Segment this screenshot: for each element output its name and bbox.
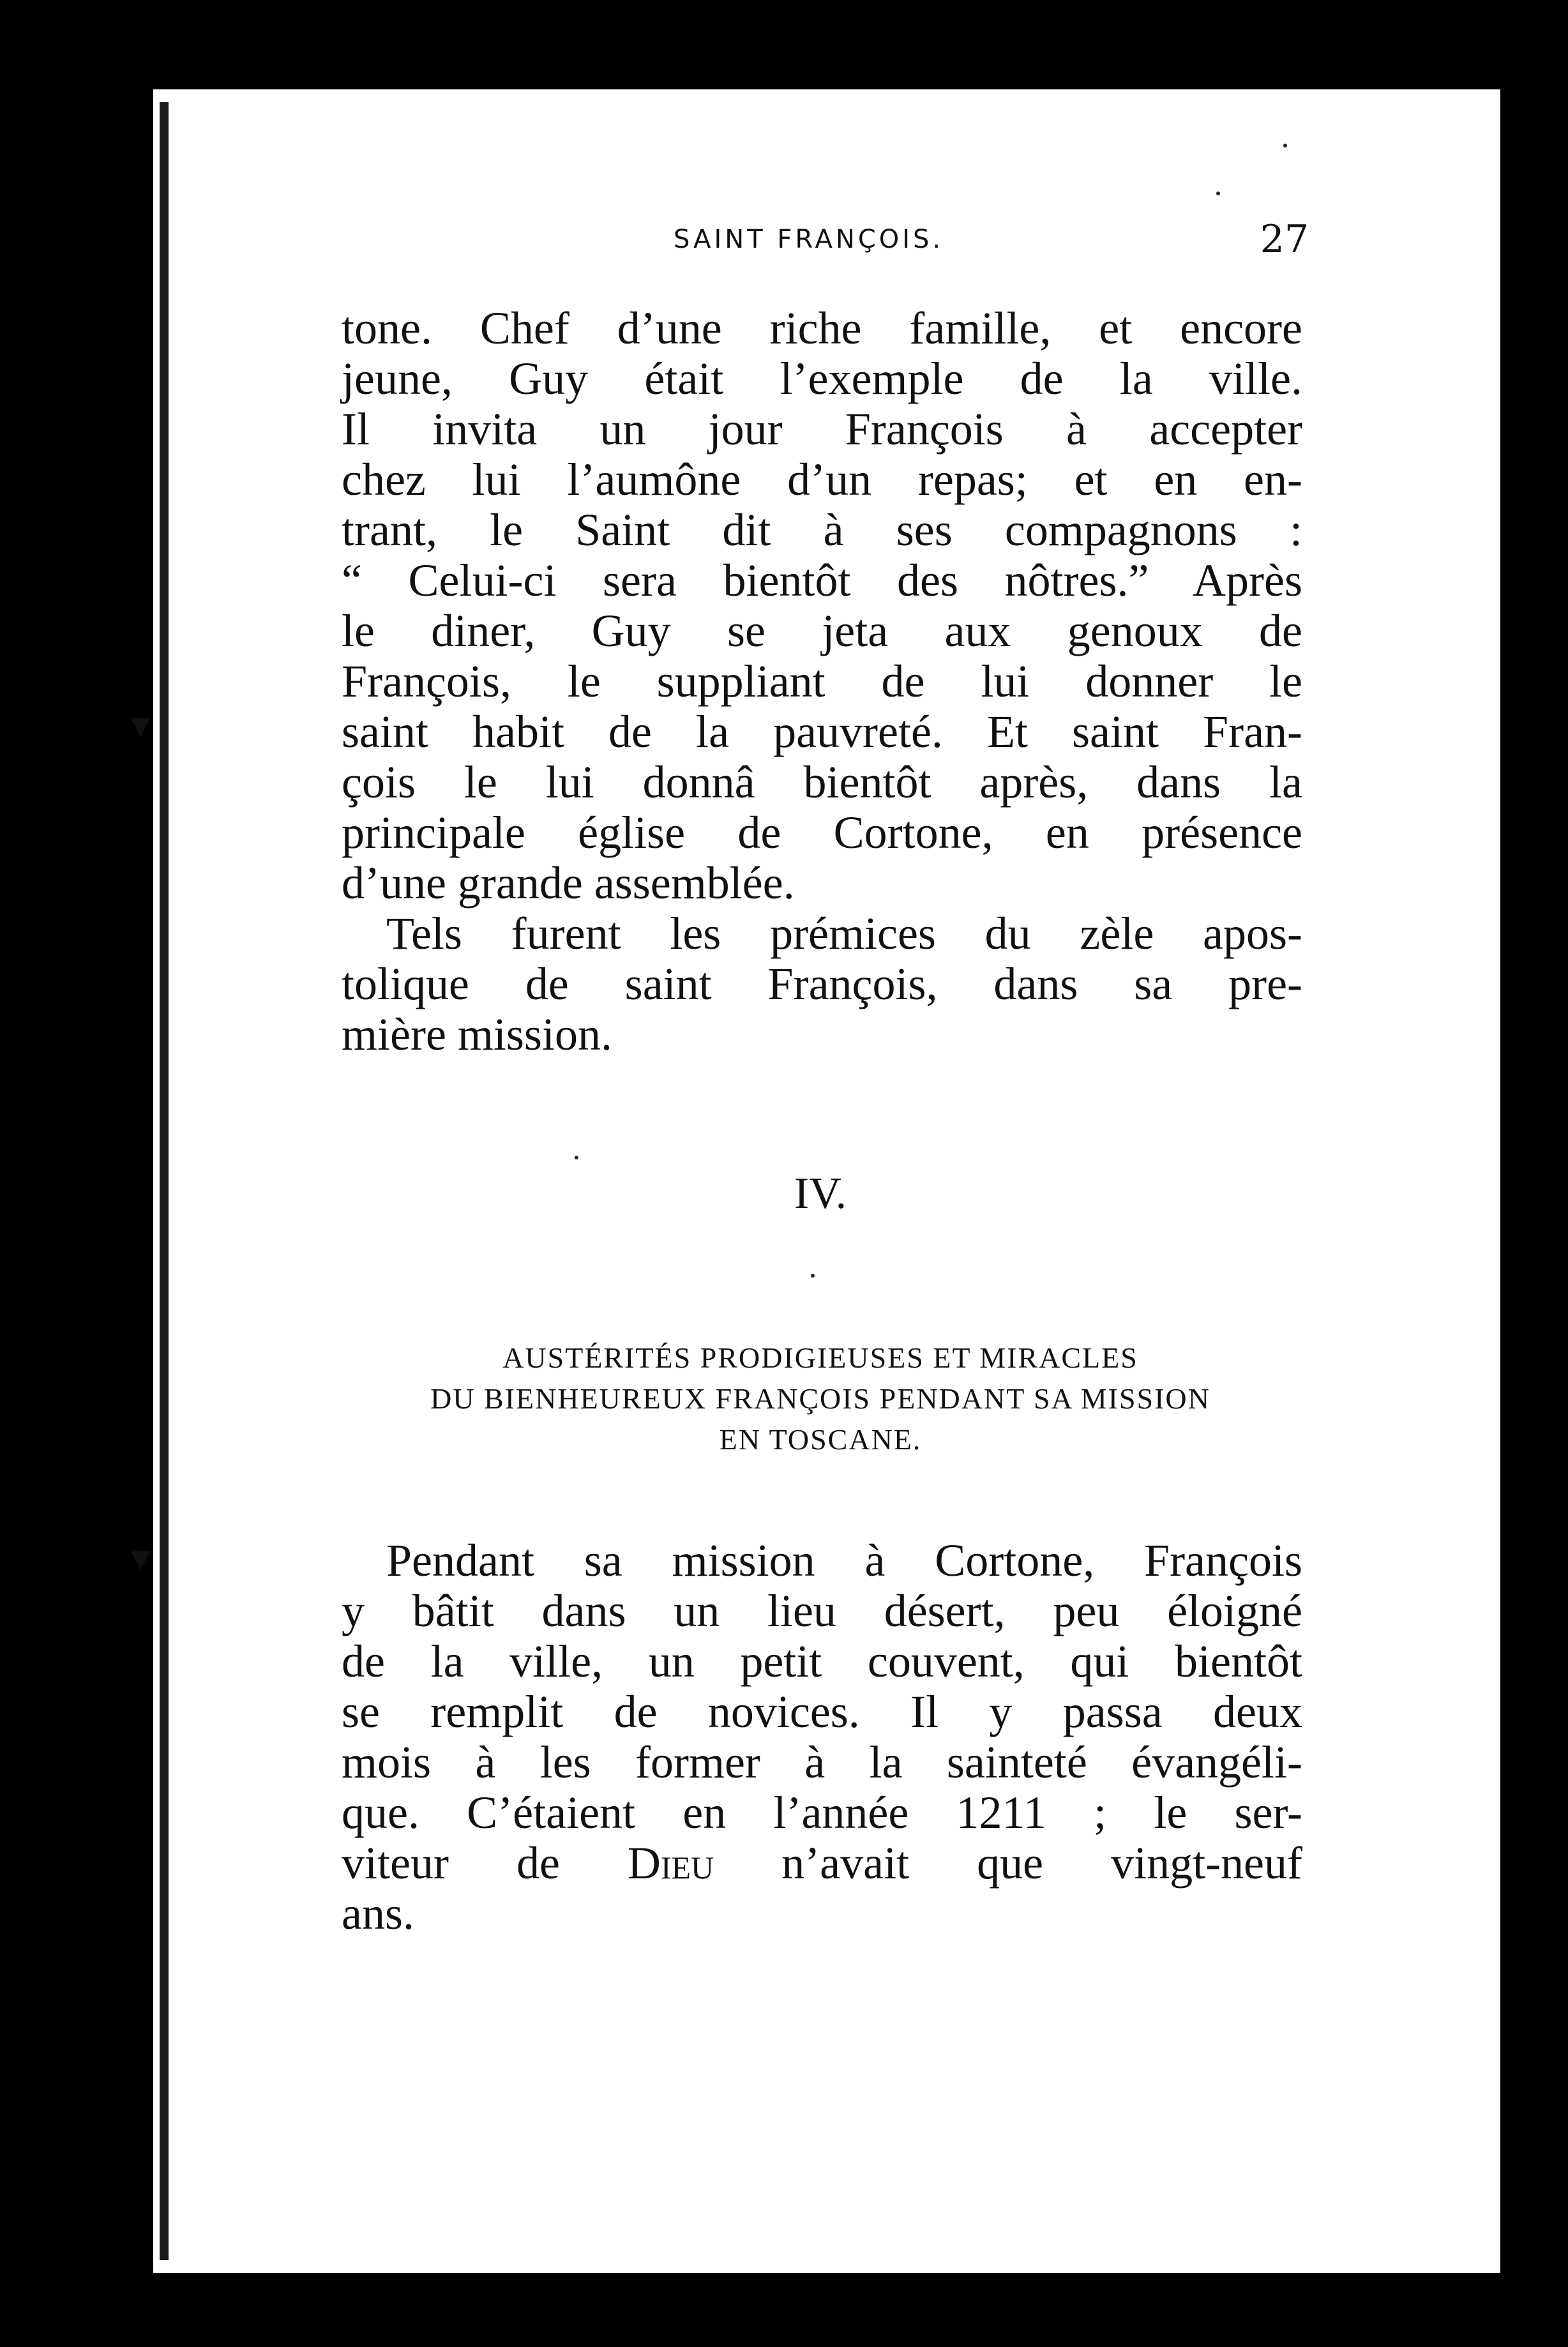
text-line: y bâtit dans un lieu désert, peu éloigné [342,1585,1302,1636]
text-line: “ Celui-ci sera bientôt des nôtres.” Après [342,555,1302,606]
text-line: Il invita un jour François à accepter [342,404,1302,455]
text-line: chez lui l’aumône d’un repas; et en en- [342,454,1302,505]
paragraph-2 [342,909,1302,1060]
text-line: principale église de Cortone, en présence [342,807,1302,858]
text-line: le diner, Guy se jeta aux genoux de [342,605,1302,656]
text-line: que. C’étaient en l’année 1211 ; le ser- [342,1787,1302,1838]
text-line [342,1838,1302,1889]
text-line: Tels furent les prémices du zèle apos- [386,908,1302,959]
text-line: de la ville, un petit couvent, qui bientôt [342,1636,1302,1687]
paragraph-3 [342,1536,1302,1939]
text-line: tolique de saint François, dans sa pre- [342,958,1302,1009]
text-line: jeune, Guy était l’exemple de la ville. [342,353,1302,404]
paragraph-1 [342,303,1302,909]
text-line: se remplit de novices. Il y passa deux [342,1686,1302,1737]
text-line: Pendant sa mission à Cortone, François [386,1535,1302,1586]
text-line: ans. [342,1888,414,1939]
text-fragment: viteur de [342,1838,628,1889]
text-line: çois le lui donnâ bientôt après, dans la [342,757,1302,808]
text-line: d’une grande assemblée. [342,857,795,909]
divine-name-smallcaps: Dieu [627,1838,714,1889]
section-title [332,1338,1309,1460]
text-line: saint habit de la pauvreté. Et saint Fran- [342,706,1302,757]
paper-speck [1216,192,1220,195]
page-number: 27 [1260,217,1309,262]
page-binding-edge [160,102,169,2260]
text-line: trant, le Saint dit à ses compagnons : [342,504,1302,555]
binding-stitch-mark: ▾ [131,702,151,747]
section-title-line: EN TOSCANE. [719,1423,922,1456]
text-line: François, le suppliant de lui donner le [342,656,1302,707]
paper-speck [575,1156,578,1159]
text-line: mois à les former à la sainteté évangéli- [342,1737,1302,1788]
section-number: IV. [794,1169,847,1218]
text-line: tone. Chef d’une riche famille, et encore [342,303,1302,354]
running-title: SAINT FRANÇOIS. [674,225,944,254]
running-head [332,217,1309,268]
paper-speck [1283,144,1287,147]
text-fragment: n’avait que vingt-neuf [714,1838,1302,1889]
section-title-line: AUSTÉRITÉS PRODIGIEUSES ET MIRACLES [502,1341,1138,1374]
binding-stitch-mark: ▾ [131,1536,151,1580]
section-title-line: DU BIENHEUREUX FRANÇOIS PENDANT SA MISSION [430,1382,1210,1415]
paper-speck [811,1274,815,1278]
text-line: mière mission. [342,1009,612,1060]
